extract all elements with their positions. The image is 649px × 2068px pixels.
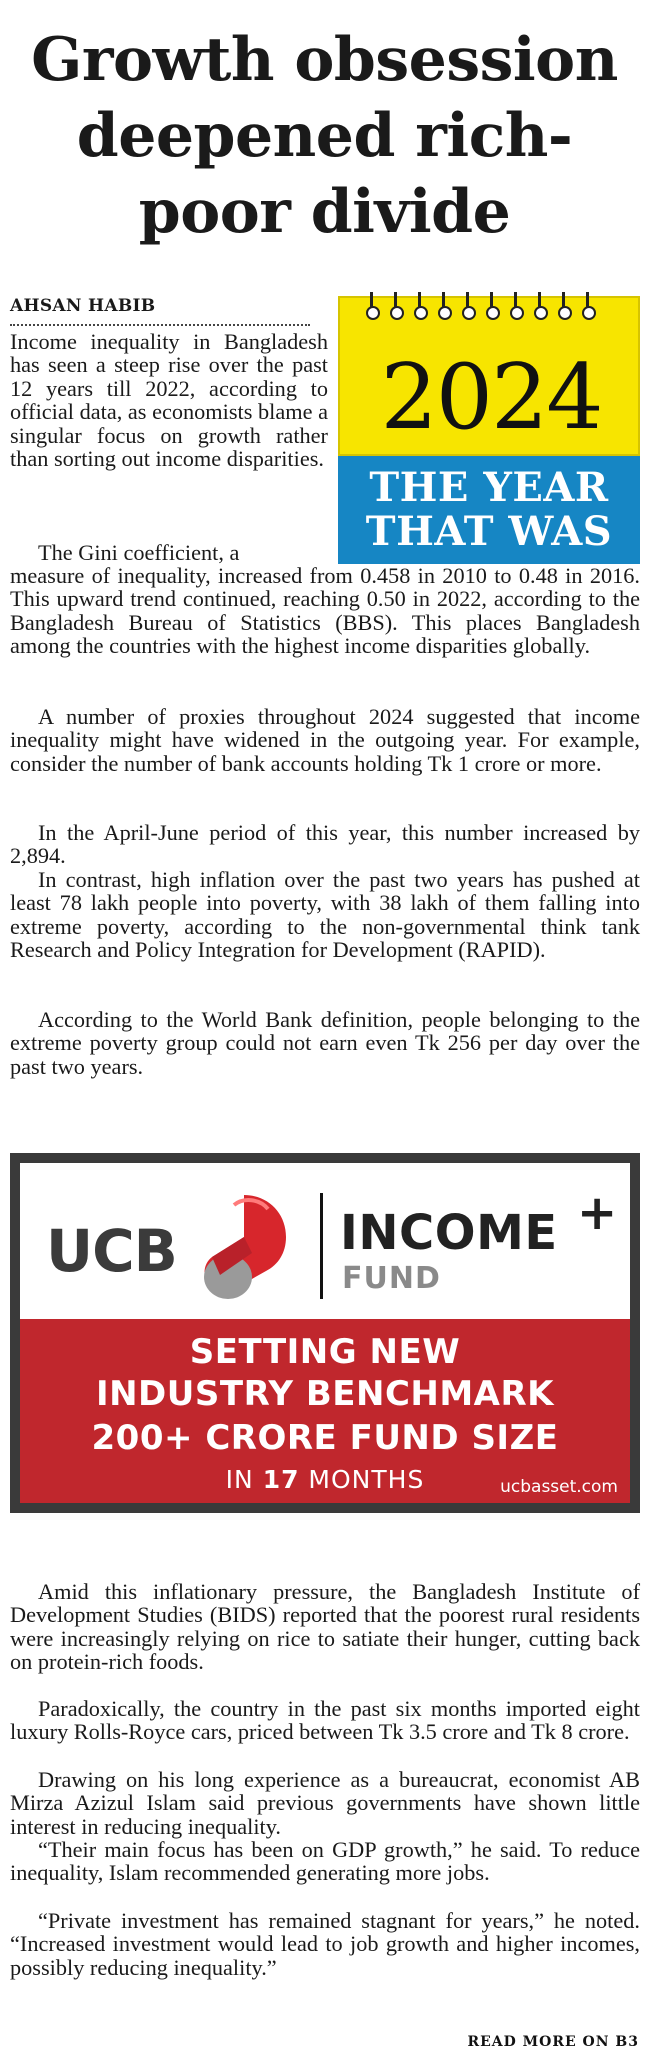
article-headline bbox=[0, 22, 649, 250]
ad-line-2: INDUSTRY BENCHMARK bbox=[95, 1374, 555, 1414]
paragraph-7: Amid this inflationary pressure, the Bangladesh Institute of Development Studies (BIDS) reported that the poorest rural residents were increasingly relying on rice to satiate their hunger, cutting back on protein-rich foods. bbox=[10, 1579, 640, 1675]
badge-caption-line-1: THE YEAR bbox=[369, 464, 609, 511]
ucb-wordmark: UCB bbox=[46, 1217, 177, 1285]
ucb-advertisement[interactable] bbox=[10, 1153, 640, 1513]
ad-brand-area bbox=[20, 1163, 630, 1319]
paragraph-2 bbox=[10, 564, 640, 658]
badge-caption-panel bbox=[338, 456, 640, 564]
paragraph-3: A number of proxies throughout 2024 suggested that income inequality might have widened in the outgoing year. For example, consider the number of bank accounts holding Tk 1 crore or more. bbox=[10, 704, 640, 776]
headline-line-3: poor divide bbox=[138, 177, 511, 247]
paragraph-8: Paradoxically, the country in the past six months imported eight luxury Rolls-Royce cars, priced between Tk 3.5 crore and Tk 8 crore. bbox=[10, 1696, 640, 1745]
ucb-logo-icon bbox=[194, 1191, 294, 1303]
ad-line-4-number: 17 bbox=[262, 1465, 300, 1494]
income-wordmark: INCOME bbox=[340, 1205, 558, 1261]
headline-line-2: deepened rich- bbox=[76, 101, 573, 171]
ad-line-1: SETTING NEW bbox=[189, 1332, 461, 1372]
ad-line-4-prefix: IN bbox=[225, 1465, 263, 1494]
badge-year: 2024 bbox=[380, 345, 602, 450]
paragraph-2-lead bbox=[10, 541, 328, 564]
paragraph-5: In contrast, high inflation over the past two years has pushed at least 78 lakh people into poverty, with 38 lakh of them falling into extreme poverty, according to the non-governmental think tank Research and Policy Integration for Development (RAPID). bbox=[10, 867, 640, 963]
ad-line-4-suffix: MONTHS bbox=[299, 1465, 425, 1494]
badge-caption bbox=[338, 466, 640, 554]
byline: AHSAN HABIB bbox=[10, 296, 310, 326]
paragraph-2-start: The Gini coefficient, a bbox=[38, 540, 240, 565]
badge-caption-line-2: THAT WAS bbox=[365, 508, 613, 555]
ad-message-panel bbox=[20, 1319, 630, 1503]
plus-icon: + bbox=[577, 1185, 618, 1241]
paragraph-10: “Their main focus has been on GDP growth,” he said. To reduce inequality, Islam recommended generating more jobs. bbox=[10, 1837, 640, 1886]
ad-panel bbox=[20, 1163, 630, 1503]
paragraph-11: “Private investment has remained stagnant for years,” he noted. “Increased investment would lead to job growth and higher incomes, possibly reducing inequality.” bbox=[10, 1908, 640, 1980]
headline-line-1: Growth obsession bbox=[31, 25, 618, 95]
ad-url-link[interactable]: ucbasset.com bbox=[500, 1477, 618, 1497]
calendar-rings-icon bbox=[366, 292, 616, 322]
paragraph-1: Income inequality in Bangladesh has seen a steep rise over the past 12 years till 2022, according to official data, as economists blame a singular focus on growth rather than sorting out income disparities. bbox=[10, 329, 328, 472]
ad-line-3: 200+ CRORE FUND SIZE bbox=[91, 1418, 559, 1458]
read-more-link[interactable]: READ MORE ON B3 bbox=[467, 2034, 639, 2050]
paragraph-2-rest: measure of inequality, increased from 0.458 in 2010 to 0.48 in 2016. This upward trend continued, reaching 0.50 in 2022, according to the Bangladesh Bureau of Statistics (BBS). This places Bangladesh among the countries with the highest income disparities globally. bbox=[10, 563, 640, 659]
fund-label: FUND bbox=[342, 1261, 441, 1296]
paragraph-9: Drawing on his long experience as a bureaucrat, economist AB Mirza Azizul Islam said previous governments have shown little interest in reducing inequality. bbox=[10, 1767, 640, 1839]
ad-divider bbox=[320, 1193, 323, 1299]
paragraph-6: According to the World Bank definition, people belonging to the extreme poverty group could not earn even Tk 256 per day over the past two years. bbox=[10, 1007, 640, 1079]
year-in-review-badge bbox=[338, 292, 640, 564]
paragraph-4: In the April-June period of this year, this number increased by 2,894. bbox=[10, 820, 640, 869]
